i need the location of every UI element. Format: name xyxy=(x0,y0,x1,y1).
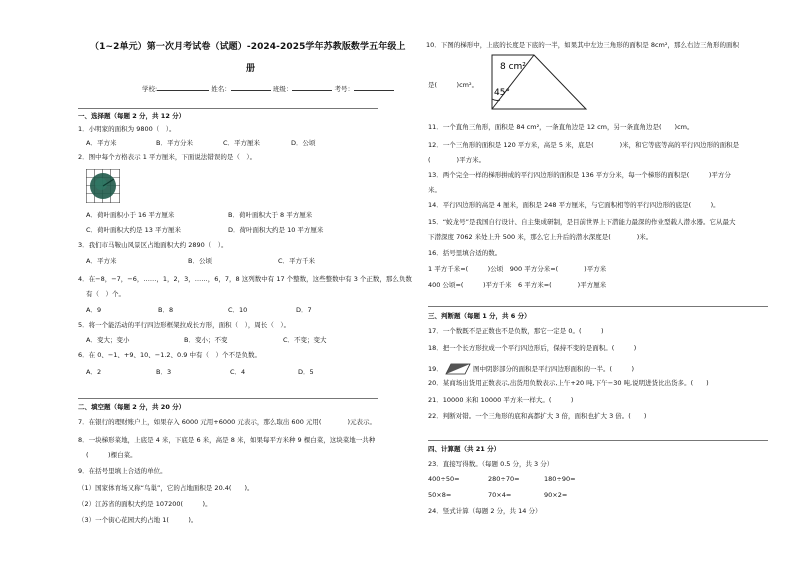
question-text: 3．我们市马鞍山风景区占地面积大约 2890（ ）。 xyxy=(78,241,228,249)
divider xyxy=(428,306,768,307)
section-heading: 三、判断题（每题 1 分，共 6 分） xyxy=(428,312,531,320)
calc-item: 280÷70= xyxy=(488,475,520,483)
calc-item: 400÷50= xyxy=(428,475,460,483)
question-text: （3）一个街心花园大约占地 1( )。 xyxy=(78,516,198,524)
option: B．8 xyxy=(158,306,174,314)
question-text: 6．在 0、−1、+9、10、−1.2、0.9 中有（ ）个不是负数。 xyxy=(78,351,261,359)
divider xyxy=(78,108,378,109)
option: C．平方厘米 xyxy=(223,139,261,147)
question-text: 22．判断对错。一个三角形的底和高都扩大 3 倍，面积也扩大 3 倍。( ) xyxy=(428,412,647,420)
question-text: 米。 xyxy=(428,186,441,194)
option: A．2 xyxy=(86,368,102,376)
divider xyxy=(428,440,768,441)
question-text: 下潜深度 7062 米处上升 500 米，那么它上升后的潜水深度是( )米。 xyxy=(428,233,653,241)
section-heading: 二、填空题（每题 2 分，共 20 分） xyxy=(78,403,186,411)
option: D．7 xyxy=(296,306,312,314)
question-text: 1 平方千米=( )公顷 900 平方分米=( )平方米 xyxy=(428,265,607,273)
option: A．9 xyxy=(86,306,102,314)
question-text: 20．某商场出货用正数表示,出货用负数表示,上午+20 吨,下午−30 吨,说明进货比出货多。( ) xyxy=(428,379,709,387)
option: A．平方米 xyxy=(86,257,117,265)
question-text: 13．两个完全一样的梯形拼成的平行四边形的面积是 136 平方分米，每一个梯形的面积是( )平方分 xyxy=(428,171,731,179)
option: D．荷叶面积大约是 10 平方厘米 xyxy=(228,226,324,234)
shaded-parallelogram-icon xyxy=(445,363,471,375)
question-19 xyxy=(428,363,634,375)
option: D．公顷 xyxy=(291,139,316,147)
question-text: 16．括号里填合适的数。 xyxy=(428,249,502,257)
name-field[interactable] xyxy=(231,84,271,91)
question-text: 21．10000 米和 10000 平方米一样大。( ) xyxy=(428,396,574,404)
question-text: 12．一个三角形的面积是 120 平方米，高是 5 米，底是( )米，和它等底等高的平行四边形的面积是 xyxy=(428,141,740,149)
question-text: （2）江苏省的面积大约是 107200( )。 xyxy=(78,500,212,508)
divider xyxy=(78,398,378,399)
option: B．平方分米 xyxy=(156,139,193,147)
question-text: ( )平方米。 xyxy=(428,156,486,164)
question-text: 7．在银行的理财账户上，如果存入 6000 元用+6000 元表示，那么取出 600 元用( )元表示。 xyxy=(78,418,376,426)
option: B．3 xyxy=(156,368,172,376)
class-label: 班级： xyxy=(272,85,293,93)
question-text: 11．一个直角三角形，面积是 84 cm²，一条直角边是 12 cm，另一条直角边是( )cm。 xyxy=(428,123,694,131)
option: D．5 xyxy=(298,368,314,376)
option: C．平方千米 xyxy=(278,257,316,265)
question-text: 8．一块梯形菜地，上底是 4 米，下底是 6 米，高是 8 米，如果每平方米种 9 棵白菜，这块菜地一共种 xyxy=(78,436,376,444)
question-text: 是( )cm²。 xyxy=(428,81,479,89)
question-text: 5．将一个能活动的平行四边形框架拉成长方形，面积（ ），周长（ ）。 xyxy=(78,321,291,329)
question-text: 24．竖式计算（每题 2 分，共 14 分） xyxy=(428,507,542,515)
calc-item: 90×2= xyxy=(544,491,568,499)
student-info xyxy=(142,84,394,94)
question-text: 15．“蛟龙号”是我国自行设计、自主集成研制，是目前世界上下潜能力最深的作业型载人潜水器。它从最大 xyxy=(428,218,736,226)
question-text: （1）国家体育场又称“鸟巢”，它的占地面积是 20.4( )。 xyxy=(78,484,254,492)
question-text: 23．直接写得数。（每题 0.5 分，共 3 分） xyxy=(428,460,554,468)
section-heading: 一、选择题（每题 2 分，共 12 分） xyxy=(78,112,186,120)
option: B．荷叶面积大于 8 平方厘米 xyxy=(228,211,313,219)
question-number: 19． xyxy=(428,365,443,373)
question-text: 2．图中每个方格表示 1 平方厘米，下面说法错误的是（ ）。 xyxy=(78,153,257,161)
calc-item: 70×4= xyxy=(488,491,512,499)
section-heading: 四、计算题（共 21 分） xyxy=(428,445,501,453)
page-title: （1~2单元）第一次月考试卷（试题）-2024-2025学年苏教版数学五年级上 xyxy=(90,42,406,52)
option: A．平方米 xyxy=(86,139,117,147)
school-field[interactable] xyxy=(157,84,209,91)
option: B．变小；不变 xyxy=(184,336,228,344)
option: C．10 xyxy=(228,306,248,314)
calc-item: 50×8= xyxy=(428,491,452,499)
name-label: 姓名： xyxy=(211,85,231,93)
left-triangle-area-label: 8 cm² xyxy=(500,62,526,72)
option: A．荷叶面积小于 16 平方厘米 xyxy=(86,211,175,219)
question-text: 1．小明家的面积为 9800（ ）。 xyxy=(78,125,176,133)
question-text: 9．在括号里填上合适的单位。 xyxy=(78,467,167,475)
class-field[interactable] xyxy=(292,84,332,91)
option: A．变大；变小 xyxy=(86,336,130,344)
question-text: 有（ ）个。 xyxy=(86,290,125,298)
number-field[interactable] xyxy=(354,84,394,91)
question-text: 400 公顷=( )平方千米 6 平方米=( )平方厘米 xyxy=(428,281,607,289)
trapezoid-figure xyxy=(490,53,590,113)
option: C．不变；变大 xyxy=(283,336,327,344)
option: C．荷叶面积大约是 13 平方厘米 xyxy=(86,226,181,234)
question-text: 4．在−8，−7，−6，……，1，2，3，……，6，7，8 这列数中有 17 个整数，这些整数中有 3 个正数，那么负数 xyxy=(78,275,412,283)
question-text: 18．把一个长方形拉成一个平行四边形后，保持不变的是面积。( ) xyxy=(428,344,637,352)
calc-item: 180÷90= xyxy=(544,475,576,483)
question-text: 图中阴影部分的面积是平行四边形面积的一半。( ) xyxy=(472,365,635,373)
option: B．公顷 xyxy=(188,257,212,265)
number-label: 考号： xyxy=(334,85,354,93)
option: C．4 xyxy=(230,368,246,376)
page-title-cont: 册 xyxy=(246,64,256,74)
question-text: ( )棵白菜。 xyxy=(86,451,137,459)
question-text: 17．一个数既不是正数也不是负数，那它一定是 0。( ) xyxy=(428,327,604,335)
question-text: 10．下图的梯形中，上底的长度是下底的一半，如果其中左边三角形的面积是 8cm²，那么右边三角形的面积 xyxy=(426,41,739,49)
lotus-leaf-grid-figure xyxy=(86,169,120,203)
question-text: 14．平行四边形的高是 4 厘米，面积是 248 平方厘米，与它面积相等的平行四边形的底是( )。 xyxy=(428,201,720,209)
school-label: 学校: xyxy=(142,85,158,93)
angle-label: 45° xyxy=(494,88,510,98)
